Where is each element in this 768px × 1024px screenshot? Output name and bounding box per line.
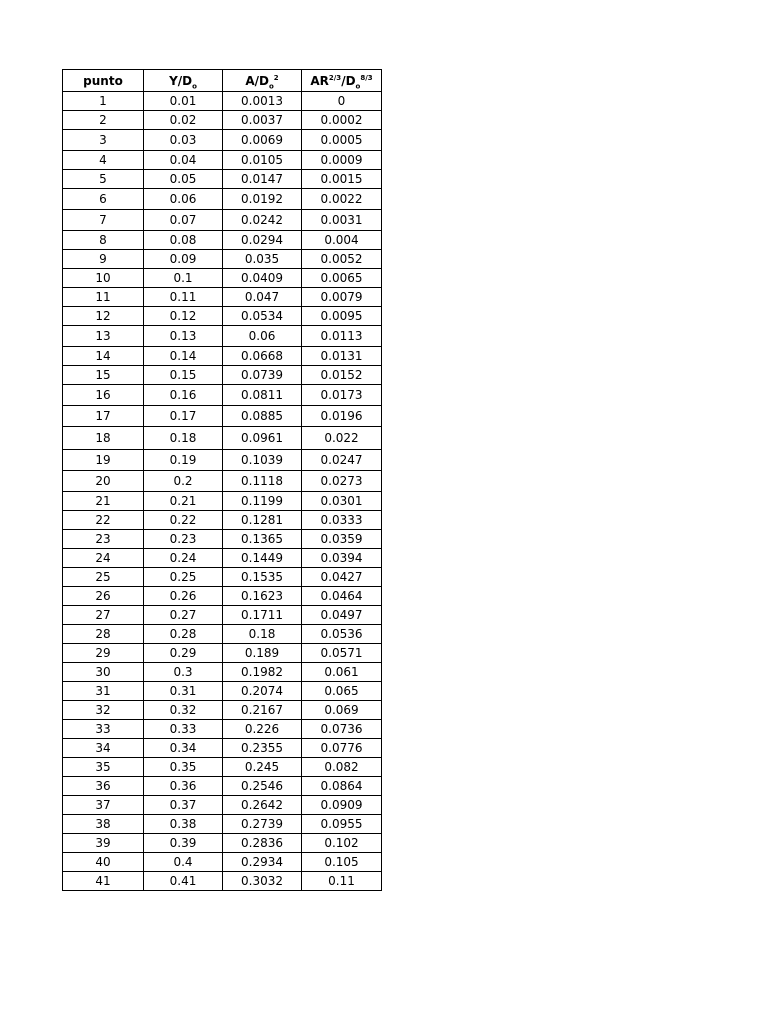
cell-ar-over-d: 0.0864 — [302, 777, 382, 796]
cell-y-over-d: 0.11 — [144, 288, 223, 307]
cell-punto: 27 — [63, 606, 144, 625]
cell-ar-over-d: 0.0113 — [302, 326, 382, 347]
cell-y-over-d: 0.32 — [144, 701, 223, 720]
table-row — [63, 366, 382, 385]
header-ar-over-d — [302, 70, 382, 92]
cell-ar-over-d: 0.0776 — [302, 739, 382, 758]
cell-y-over-d: 0.29 — [144, 644, 223, 663]
cell-punto: 34 — [63, 739, 144, 758]
cell-y-over-d: 0.36 — [144, 777, 223, 796]
cell-punto: 18 — [63, 427, 144, 450]
table-row — [63, 568, 382, 587]
header-a-over-d2-text: A/D — [245, 73, 269, 88]
cell-punto: 5 — [63, 170, 144, 189]
table-row — [63, 739, 382, 758]
cell-ar-over-d: 0.0173 — [302, 385, 382, 406]
cell-a-over-d2: 0.1039 — [223, 450, 302, 471]
cell-punto: 38 — [63, 815, 144, 834]
cell-a-over-d2: 0.1281 — [223, 511, 302, 530]
cell-a-over-d2: 0.06 — [223, 326, 302, 347]
header-y-over-d-subscript: o — [192, 81, 197, 90]
cell-a-over-d2: 0.2074 — [223, 682, 302, 701]
cell-ar-over-d: 0.0095 — [302, 307, 382, 326]
table-row — [63, 720, 382, 739]
cell-y-over-d: 0.23 — [144, 530, 223, 549]
cell-punto: 9 — [63, 250, 144, 269]
cell-y-over-d: 0.39 — [144, 834, 223, 853]
cell-ar-over-d: 0.0273 — [302, 471, 382, 492]
cell-punto: 39 — [63, 834, 144, 853]
cell-ar-over-d: 0.0065 — [302, 269, 382, 288]
cell-y-over-d: 0.03 — [144, 130, 223, 151]
cell-y-over-d: 0.13 — [144, 326, 223, 347]
table-row — [63, 427, 382, 450]
table-row — [63, 663, 382, 682]
header-ar-superscript: 2/3 — [328, 73, 342, 82]
cell-punto: 37 — [63, 796, 144, 815]
cell-ar-over-d: 0.0022 — [302, 189, 382, 210]
cell-punto: 24 — [63, 549, 144, 568]
cell-y-over-d: 0.04 — [144, 151, 223, 170]
cell-a-over-d2: 0.0147 — [223, 170, 302, 189]
cell-ar-over-d: 0.0015 — [302, 170, 382, 189]
table-row — [63, 385, 382, 406]
cell-ar-over-d: 0.0079 — [302, 288, 382, 307]
cell-a-over-d2: 0.1711 — [223, 606, 302, 625]
cell-ar-over-d: 0.0955 — [302, 815, 382, 834]
cell-ar-over-d: 0.11 — [302, 872, 382, 891]
cell-punto: 30 — [63, 663, 144, 682]
cell-ar-over-d: 0.0301 — [302, 492, 382, 511]
cell-punto: 22 — [63, 511, 144, 530]
cell-a-over-d2: 0.0192 — [223, 189, 302, 210]
table-row — [63, 549, 382, 568]
cell-punto: 32 — [63, 701, 144, 720]
cell-y-over-d: 0.41 — [144, 872, 223, 891]
cell-y-over-d: 0.37 — [144, 796, 223, 815]
cell-punto: 19 — [63, 450, 144, 471]
cell-a-over-d2: 0.3032 — [223, 872, 302, 891]
cell-y-over-d: 0.4 — [144, 853, 223, 872]
cell-punto: 35 — [63, 758, 144, 777]
cell-y-over-d: 0.3 — [144, 663, 223, 682]
cell-a-over-d2: 0.0885 — [223, 406, 302, 427]
cell-punto: 13 — [63, 326, 144, 347]
table-row — [63, 130, 382, 151]
cell-y-over-d: 0.2 — [144, 471, 223, 492]
cell-punto: 7 — [63, 210, 144, 231]
cell-y-over-d: 0.38 — [144, 815, 223, 834]
table-row — [63, 347, 382, 366]
cell-punto: 8 — [63, 231, 144, 250]
table-row — [63, 834, 382, 853]
cell-a-over-d2: 0.189 — [223, 644, 302, 663]
cell-a-over-d2: 0.18 — [223, 625, 302, 644]
cell-ar-over-d: 0 — [302, 92, 382, 111]
cell-punto: 15 — [63, 366, 144, 385]
cell-punto: 20 — [63, 471, 144, 492]
cell-a-over-d2: 0.0037 — [223, 111, 302, 130]
table-row — [63, 682, 382, 701]
table-row — [63, 269, 382, 288]
header-y-over-d — [144, 70, 223, 92]
cell-a-over-d2: 0.0242 — [223, 210, 302, 231]
cell-a-over-d2: 0.2546 — [223, 777, 302, 796]
cell-y-over-d: 0.09 — [144, 250, 223, 269]
cell-y-over-d: 0.17 — [144, 406, 223, 427]
header-a-over-d2 — [223, 70, 302, 92]
cell-y-over-d: 0.25 — [144, 568, 223, 587]
header-ar-divisor-superscript: 8/3 — [360, 73, 373, 82]
cell-punto: 2 — [63, 111, 144, 130]
table-row — [63, 872, 382, 891]
cell-ar-over-d: 0.0052 — [302, 250, 382, 269]
cell-ar-over-d: 0.0152 — [302, 366, 382, 385]
cell-punto: 31 — [63, 682, 144, 701]
table-row — [63, 625, 382, 644]
cell-ar-over-d: 0.0464 — [302, 587, 382, 606]
cell-a-over-d2: 0.226 — [223, 720, 302, 739]
header-a-over-d2-subscript: o — [268, 81, 274, 90]
cell-a-over-d2: 0.1623 — [223, 587, 302, 606]
cell-punto: 40 — [63, 853, 144, 872]
cell-y-over-d: 0.02 — [144, 111, 223, 130]
table-row — [63, 492, 382, 511]
cell-a-over-d2: 0.245 — [223, 758, 302, 777]
table-row — [63, 151, 382, 170]
cell-a-over-d2: 0.0105 — [223, 151, 302, 170]
cell-y-over-d: 0.34 — [144, 739, 223, 758]
cell-a-over-d2: 0.2739 — [223, 815, 302, 834]
cell-punto: 21 — [63, 492, 144, 511]
cell-ar-over-d: 0.0247 — [302, 450, 382, 471]
cell-ar-over-d: 0.0333 — [302, 511, 382, 530]
header-y-over-d-text: Y/D — [169, 73, 193, 88]
cell-y-over-d: 0.16 — [144, 385, 223, 406]
cell-y-over-d: 0.07 — [144, 210, 223, 231]
cell-punto: 14 — [63, 347, 144, 366]
cell-a-over-d2: 0.0294 — [223, 231, 302, 250]
cell-punto: 26 — [63, 587, 144, 606]
cell-a-over-d2: 0.035 — [223, 250, 302, 269]
cell-a-over-d2: 0.0739 — [223, 366, 302, 385]
cell-punto: 10 — [63, 269, 144, 288]
cell-y-over-d: 0.27 — [144, 606, 223, 625]
cell-y-over-d: 0.28 — [144, 625, 223, 644]
cell-y-over-d: 0.05 — [144, 170, 223, 189]
table-row — [63, 111, 382, 130]
table-row — [63, 92, 382, 111]
table-row — [63, 511, 382, 530]
header-ar-text: AR — [310, 73, 329, 88]
cell-a-over-d2: 0.047 — [223, 288, 302, 307]
table-row — [63, 853, 382, 872]
table-row — [63, 758, 382, 777]
cell-a-over-d2: 0.0961 — [223, 427, 302, 450]
cell-ar-over-d: 0.0497 — [302, 606, 382, 625]
cell-a-over-d2: 0.1199 — [223, 492, 302, 511]
cell-ar-over-d: 0.004 — [302, 231, 382, 250]
table-header — [63, 70, 382, 92]
table-row — [63, 189, 382, 210]
header-punto: punto — [63, 70, 144, 92]
cell-punto: 3 — [63, 130, 144, 151]
cell-a-over-d2: 0.2355 — [223, 739, 302, 758]
cell-a-over-d2: 0.2167 — [223, 701, 302, 720]
table-row — [63, 701, 382, 720]
cell-ar-over-d: 0.0131 — [302, 347, 382, 366]
cell-y-over-d: 0.33 — [144, 720, 223, 739]
cell-ar-over-d: 0.0359 — [302, 530, 382, 549]
cell-a-over-d2: 0.2642 — [223, 796, 302, 815]
cell-y-over-d: 0.08 — [144, 231, 223, 250]
cell-ar-over-d: 0.0536 — [302, 625, 382, 644]
cell-punto: 6 — [63, 189, 144, 210]
cell-a-over-d2: 0.2836 — [223, 834, 302, 853]
cell-punto: 23 — [63, 530, 144, 549]
cell-y-over-d: 0.1 — [144, 269, 223, 288]
cell-a-over-d2: 0.0013 — [223, 92, 302, 111]
cell-y-over-d: 0.01 — [144, 92, 223, 111]
cell-a-over-d2: 0.2934 — [223, 853, 302, 872]
table-row — [63, 250, 382, 269]
cell-ar-over-d: 0.0909 — [302, 796, 382, 815]
table-row — [63, 231, 382, 250]
cell-a-over-d2: 0.1982 — [223, 663, 302, 682]
table-row — [63, 530, 382, 549]
table-row — [63, 777, 382, 796]
cell-ar-over-d: 0.0394 — [302, 549, 382, 568]
cell-punto: 17 — [63, 406, 144, 427]
header-a-over-d2-superscript: 2 — [273, 73, 279, 82]
cell-y-over-d: 0.06 — [144, 189, 223, 210]
cell-y-over-d: 0.14 — [144, 347, 223, 366]
cell-punto: 28 — [63, 625, 144, 644]
cell-ar-over-d: 0.022 — [302, 427, 382, 450]
cell-ar-over-d: 0.0736 — [302, 720, 382, 739]
cell-a-over-d2: 0.1535 — [223, 568, 302, 587]
cell-ar-over-d: 0.069 — [302, 701, 382, 720]
cell-y-over-d: 0.24 — [144, 549, 223, 568]
table-row — [63, 406, 382, 427]
cell-a-over-d2: 0.0668 — [223, 347, 302, 366]
table-row — [63, 326, 382, 347]
cell-y-over-d: 0.26 — [144, 587, 223, 606]
cell-ar-over-d: 0.082 — [302, 758, 382, 777]
table-row — [63, 644, 382, 663]
data-table — [62, 69, 382, 891]
table-row — [63, 450, 382, 471]
cell-a-over-d2: 0.1118 — [223, 471, 302, 492]
cell-y-over-d: 0.19 — [144, 450, 223, 471]
cell-a-over-d2: 0.1449 — [223, 549, 302, 568]
header-ar-divisor-text: /D — [341, 73, 356, 88]
cell-ar-over-d: 0.065 — [302, 682, 382, 701]
table-row — [63, 606, 382, 625]
header-row — [63, 70, 382, 92]
cell-ar-over-d: 0.061 — [302, 663, 382, 682]
cell-punto: 11 — [63, 288, 144, 307]
cell-punto: 33 — [63, 720, 144, 739]
cell-punto: 16 — [63, 385, 144, 406]
cell-a-over-d2: 0.1365 — [223, 530, 302, 549]
cell-a-over-d2: 0.0069 — [223, 130, 302, 151]
table-row — [63, 471, 382, 492]
cell-ar-over-d: 0.0196 — [302, 406, 382, 427]
cell-punto: 1 — [63, 92, 144, 111]
cell-ar-over-d: 0.0009 — [302, 151, 382, 170]
header-ar-subscript: o — [355, 81, 361, 90]
table-row — [63, 796, 382, 815]
cell-ar-over-d: 0.0571 — [302, 644, 382, 663]
cell-punto: 36 — [63, 777, 144, 796]
table-row — [63, 210, 382, 231]
cell-y-over-d: 0.31 — [144, 682, 223, 701]
cell-punto: 4 — [63, 151, 144, 170]
cell-ar-over-d: 0.0002 — [302, 111, 382, 130]
cell-ar-over-d: 0.105 — [302, 853, 382, 872]
cell-punto: 25 — [63, 568, 144, 587]
cell-ar-over-d: 0.0031 — [302, 210, 382, 231]
cell-punto: 12 — [63, 307, 144, 326]
cell-punto: 29 — [63, 644, 144, 663]
cell-y-over-d: 0.35 — [144, 758, 223, 777]
table-row — [63, 288, 382, 307]
cell-y-over-d: 0.18 — [144, 427, 223, 450]
table-row — [63, 587, 382, 606]
cell-a-over-d2: 0.0534 — [223, 307, 302, 326]
cell-y-over-d: 0.21 — [144, 492, 223, 511]
cell-ar-over-d: 0.0427 — [302, 568, 382, 587]
table-row — [63, 815, 382, 834]
cell-y-over-d: 0.15 — [144, 366, 223, 385]
cell-ar-over-d: 0.102 — [302, 834, 382, 853]
cell-y-over-d: 0.12 — [144, 307, 223, 326]
table-row — [63, 307, 382, 326]
cell-a-over-d2: 0.0811 — [223, 385, 302, 406]
cell-punto: 41 — [63, 872, 144, 891]
cell-ar-over-d: 0.0005 — [302, 130, 382, 151]
cell-a-over-d2: 0.0409 — [223, 269, 302, 288]
cell-y-over-d: 0.22 — [144, 511, 223, 530]
table-row — [63, 170, 382, 189]
table-body — [63, 92, 382, 891]
